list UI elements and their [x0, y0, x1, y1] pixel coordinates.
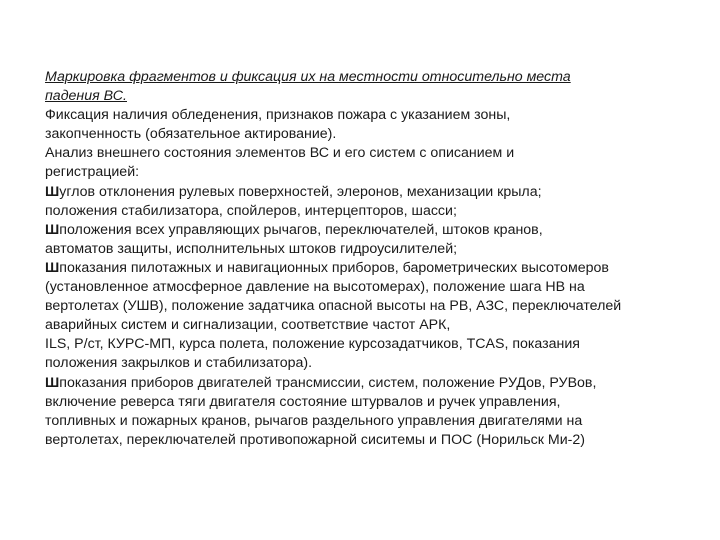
body-line — [45, 412, 705, 431]
body-text: топливных и пожарных кранов, рычагов раздельного управления двигателями на — [45, 412, 583, 429]
body-line — [45, 335, 705, 354]
body-text: (установленное атмосферное давление на высотомерах), положение шага НВ на — [45, 279, 585, 296]
body-line — [45, 183, 705, 202]
body-line — [45, 202, 705, 221]
body-line — [45, 278, 705, 297]
body-line — [45, 240, 705, 259]
body-text: показания пилотажных и навигационных приборов, барометрических высотомеров — [59, 259, 609, 276]
body-text: закопченность (обязательное актирование). — [45, 126, 337, 143]
body-text: регистрацией: — [45, 164, 140, 181]
body-line — [45, 144, 705, 163]
body-line — [45, 221, 705, 240]
body-line — [45, 316, 705, 335]
body-line — [45, 354, 705, 373]
body-line — [45, 374, 705, 393]
body-text: ILS, Р/ст, КУРС-МП, курса полета, положение курсозадатчиков, TCAS, показания — [45, 336, 580, 353]
body-text: вертолетах (УШВ), положение задатчика опасной высоты на РВ, АЗС, переключателей — [45, 298, 622, 315]
body-line — [45, 259, 705, 278]
bullet-marker: Ш — [45, 183, 60, 200]
bullet-marker: Ш — [45, 221, 60, 238]
body-line — [45, 297, 705, 316]
body-text: вертолетах, переключателей противопожарной сиситемы и ПОС (Норильск Ми-2) — [45, 431, 585, 448]
body-line — [45, 393, 705, 412]
body-text: автоматов защиты, исполнительных штоков гидроусилителей; — [45, 240, 458, 257]
body-text: положения всех управляющих рычагов, переключателей, штоков кранов, — [59, 221, 543, 238]
heading-line: падения ВС. — [45, 88, 127, 105]
body-text: аварийных систем и сигнализации, соответствие частот АРК, — [45, 317, 451, 334]
text-block — [45, 68, 705, 450]
bullet-marker: Ш — [45, 259, 60, 276]
body-text: показания приборов двигателей трансмиссии, систем, положение РУДов, РУВов, — [59, 374, 597, 391]
body-text: включение реверса тяги двигателя состояние штурвалов и ручек управления, — [45, 393, 561, 410]
body-text: положения стабилизатора, спойлеров, интерцепторов, шасси; — [45, 202, 457, 219]
body-line — [45, 106, 705, 125]
bullet-marker: Ш — [45, 374, 60, 391]
body-text: Фиксация наличия обледенения, признаков пожара с указанием зоны, — [45, 107, 511, 124]
body-text: Анализ внешнего состояния элементов ВС и его систем с описанием и — [45, 145, 515, 162]
body-line — [45, 163, 705, 182]
body-line — [45, 431, 705, 450]
body-text: положения закрылков и стабилизатора). — [45, 355, 313, 372]
heading-line: Маркировка фрагментов и фиксация их на местности относительно места — [45, 69, 571, 85]
body-line — [45, 125, 705, 144]
body-text: углов отклонения рулевых поверхностей, элеронов, механизации крыла; — [59, 183, 542, 200]
